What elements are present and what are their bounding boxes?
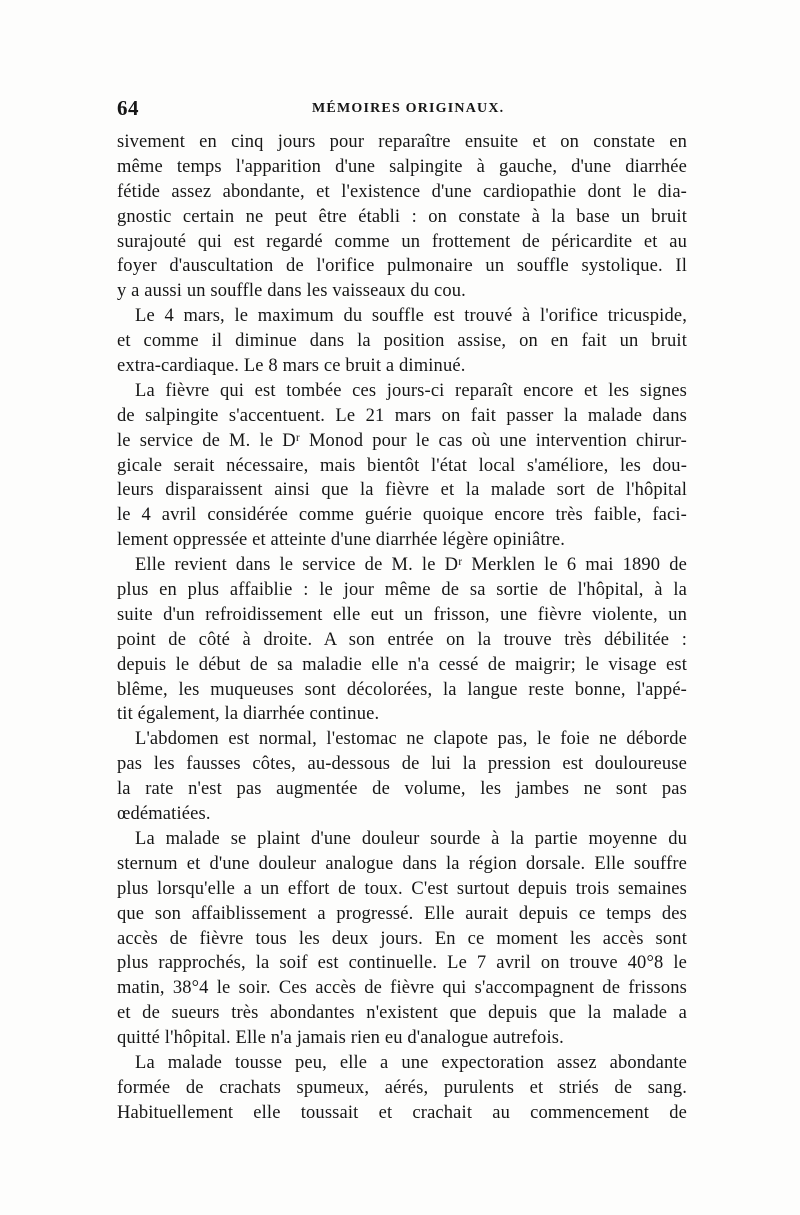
text-line: blême, les muqueuses sont décolorées, la langue reste bonne, l'appé- bbox=[117, 679, 687, 700]
text-line: La fièvre qui est tombée ces jours-ci reparaît encore et les signes bbox=[135, 380, 687, 401]
text-line: quitté l'hôpital. Elle n'a jamais rien eu d'analogue autrefois. bbox=[117, 1028, 564, 1049]
page-header bbox=[117, 96, 687, 122]
text-line: plus lorsqu'elle a un effort de toux. C'est surtout depuis trois semaines bbox=[117, 878, 687, 899]
text-line: œdématiées. bbox=[117, 804, 211, 825]
text-line: surajouté qui est regardé comme un frottement de péricardite et au bbox=[117, 231, 687, 252]
text-line: gicale serait nécessaire, mais bientôt l'état local s'améliore, les dou- bbox=[117, 455, 687, 476]
text-line: et comme il diminue dans la position assise, on en fait un bruit bbox=[117, 331, 687, 352]
text-line: point de côté à droite. A son entrée on la trouve très débilitée : bbox=[117, 629, 687, 650]
text-line: sternum et d'une douleur analogue dans la région dorsale. Elle souffre bbox=[117, 853, 687, 874]
text-line: Elle revient dans le service de M. le Dʳ Merklen le 6 mai 1890 de bbox=[135, 555, 687, 576]
text-line: Le 4 mars, le maximum du souffle est trouvé à l'orifice tricuspide, bbox=[135, 306, 687, 327]
text-line: plus en plus affaiblie : le jour même de sa sortie de l'hôpital, à la bbox=[117, 580, 687, 601]
text-line: le service de M. le Dʳ Monod pour le cas où une intervention chirur- bbox=[117, 430, 687, 451]
page-number: 64 bbox=[117, 96, 139, 120]
text-line: leurs disparaissent ainsi que la fièvre et la malade sort de l'hôpital bbox=[117, 480, 687, 501]
text-line: formée de crachats spumeux, aérés, purulents et striés de sang. bbox=[117, 1077, 687, 1098]
text-line: extra-cardiaque. Le 8 mars ce bruit a diminué. bbox=[117, 356, 466, 377]
text-line: que son affaiblissement a progressé. Elle aurait depuis ce temps des bbox=[117, 903, 687, 924]
text-line: depuis le début de sa maladie elle n'a cessé de maigrir; le visage est bbox=[117, 654, 687, 675]
text-line: gnostic certain ne peut être établi : on constate à la base un bruit bbox=[117, 206, 687, 227]
text-line: et de sueurs très abondantes n'existent que depuis que la malade a bbox=[117, 1003, 687, 1024]
text-line: même temps l'apparition d'une salpingite à gauche, d'une diarrhée bbox=[117, 156, 687, 177]
text-line: matin, 38°4 le soir. Ces accès de fièvre qui s'accompagnent de frissons bbox=[117, 978, 687, 999]
running-head: MÉMOIRES ORIGINAUX. bbox=[312, 101, 505, 116]
text-line: La malade se plaint d'une douleur sourde à la partie moyenne du bbox=[135, 828, 687, 849]
text-line: foyer d'auscultation de l'orifice pulmonaire un souffle systolique. Il bbox=[117, 256, 687, 277]
text-line: le 4 avril considérée comme guérie quoique encore très faible, faci- bbox=[117, 505, 687, 526]
text-line: tit également, la diarrhée continue. bbox=[117, 704, 380, 725]
text-line: pas les fausses côtes, au-dessous de lui la pression est douloureuse bbox=[117, 754, 687, 775]
text-line: la rate n'est pas augmentée de volume, les jambes ne sont pas bbox=[117, 779, 687, 800]
text-line: plus rapprochés, la soif est continuelle. Le 7 avril on trouve 40°8 le bbox=[117, 953, 687, 974]
body-text bbox=[117, 130, 687, 1126]
text-line: de salpingite s'accentuent. Le 21 mars on fait passer la malade dans bbox=[117, 405, 687, 426]
text-line: y a aussi un souffle dans les vaisseaux du cou. bbox=[117, 281, 466, 302]
text-line: L'abdomen est normal, l'estomac ne clapote pas, le foie ne déborde bbox=[135, 729, 687, 750]
text-line: fétide assez abondante, et l'existence d'une cardiopathie dont le dia- bbox=[117, 181, 687, 202]
text-line: La malade tousse peu, elle a une expectoration assez abondante bbox=[135, 1052, 687, 1073]
text-line: Habituellement elle toussait et crachait au commencement de bbox=[117, 1102, 687, 1123]
text-line: accès de fièvre tous les deux jours. En ce moment les accès sont bbox=[117, 928, 687, 949]
text-line: lement oppressée et atteinte d'une diarrhée légère opiniâtre. bbox=[117, 530, 566, 551]
text-line: sivement en cinq jours pour reparaître ensuite et on constate en bbox=[117, 132, 687, 152]
text-line: suite d'un refroidissement elle eut un frisson, une fièvre violente, un bbox=[117, 604, 687, 625]
